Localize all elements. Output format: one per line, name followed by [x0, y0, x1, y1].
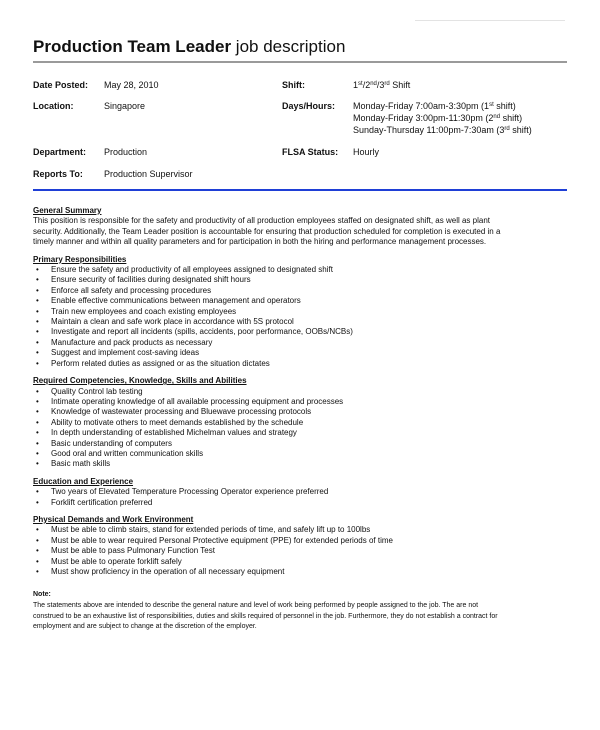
- list-item: • Manufacture and pack products as necessary: [36, 337, 213, 347]
- physical-list: [33, 525, 573, 577]
- summary-line: This position is responsible for the safety and productivity of all production employees staffed on designated shift, as well as plant: [33, 216, 490, 226]
- list-item: • Forklift certification preferred: [36, 497, 153, 507]
- list-item: • Good oral and written communication skills: [36, 448, 204, 458]
- summary-line: timely manner and within all quality parameters and for participation in both the hiring and performance management processes.: [33, 237, 487, 247]
- shift-value: [353, 80, 410, 90]
- list-item: • Must be able to wear required Personal Protective equipment (PPE) for extended periods of time: [36, 535, 393, 545]
- list-item: • Must be able to operate forklift safely: [36, 556, 182, 566]
- list-item: • Basic understanding of computers: [36, 438, 172, 448]
- summary-heading: General Summary: [33, 206, 102, 215]
- days-hours-label: Days/Hours:: [282, 101, 336, 111]
- list-item: • Ensure the safety and productivity of all employees assigned to designated shift: [36, 265, 333, 275]
- shift-3-sup: rd: [384, 81, 390, 87]
- list-item: • Suggest and implement cost-saving ideas: [36, 348, 200, 358]
- summary-line: security. Additionally, the Team Leader position is accountable for ensuring that production scheduled for completion is executed in a: [33, 226, 501, 236]
- shift-label: Shift:: [282, 80, 305, 90]
- title-rest: job description: [235, 37, 346, 56]
- list-item: • Ability to motivate others to meet demands established by the schedule: [36, 417, 304, 427]
- job-description-body: [33, 206, 573, 633]
- shift-2: /2: [362, 80, 371, 90]
- note-heading: Note:: [33, 591, 51, 599]
- shift-tail: Shift: [389, 80, 411, 90]
- list-item: • Enable effective communications between management and operators: [36, 296, 301, 306]
- list-item: • Two years of Elevated Temperature Processing Operator experience preferred: [36, 487, 329, 497]
- list-item: • Must show proficiency in the operation of all necessary equipment: [36, 567, 285, 576]
- note-line: The statements above are intended to describe the general nature and level of work being performed by people assigned to the job. The are not: [33, 601, 479, 609]
- list-item: • Knowledge of wastewater processing and Bluewave processing protocols: [36, 407, 312, 417]
- title-bold: Production Team Leader: [33, 37, 232, 56]
- list-item: • Quality Control lab testing: [36, 386, 143, 396]
- responsibilities-heading: Primary Responsibilities: [33, 254, 127, 264]
- list-item: • Train new employees and coach existing employees: [36, 306, 237, 316]
- note-line: construed to be an exhaustive list of responsibilities, duties and skills required of personnel in the job. Furthermore, they do not establish a contract for: [33, 612, 498, 620]
- section-divider: [33, 189, 567, 191]
- flsa-value: Hourly: [353, 147, 380, 157]
- list-item: • Basic math skills: [36, 459, 111, 469]
- list-item: • Enforce all safety and processing procedures: [36, 285, 212, 295]
- physical-heading: Physical Demands and Work Environment: [33, 514, 194, 524]
- list-item: • Must be able to climb stairs, stand for extended periods of time, and safely lift up to 100lbs: [36, 525, 371, 535]
- title-rule: [33, 61, 567, 63]
- competencies-list: [33, 387, 573, 470]
- department-label: Department:: [33, 147, 87, 157]
- shift-2-sup: nd: [370, 81, 377, 87]
- responsibilities-list: [33, 265, 573, 369]
- list-item: • Ensure security of facilities during designated shift hours: [36, 275, 251, 285]
- list-item: • Must be able to pass Pulmonary Function Test: [36, 546, 215, 556]
- date-posted-value: May 28, 2010: [104, 80, 159, 90]
- list-item: • Perform related duties as assigned or as the situation dictates: [36, 358, 270, 368]
- location-value: Singapore: [104, 101, 146, 111]
- competencies-heading: Required Competencies, Knowledge, Skills and Abilities: [33, 376, 247, 386]
- reports-to-label: Reports To:: [33, 169, 83, 179]
- education-list: [33, 487, 573, 508]
- list-item: • In depth understanding of established Michelman values and strategy: [36, 428, 297, 438]
- list-item: • Intimate operating knowledge of all available processing equipment and processes: [36, 396, 344, 406]
- document-title: [33, 37, 345, 57]
- days-hours-line-1: Monday-Friday 7:00am-3:30pm (1st shift): [353, 101, 516, 111]
- list-item: • Maintain a clean and safe work place in accordance with 5S protocol: [36, 317, 294, 327]
- shift-1-sup: st: [358, 81, 363, 87]
- list-item: • Investigate and report all incidents (spills, accidents, poor performance, OOBs/NCBs): [36, 327, 353, 337]
- department-value: Production: [104, 147, 148, 157]
- days-hours-line-3: Sunday-Thursday 11:00pm-7:30am (3rd shift): [353, 125, 532, 135]
- education-heading: Education and Experience: [33, 476, 134, 486]
- days-hours-line-2: Monday-Friday 3:00pm-11:30pm (2nd shift): [353, 113, 523, 123]
- reports-to-value: Production Supervisor: [104, 169, 193, 179]
- location-label: Location:: [33, 101, 74, 111]
- note-line: employment and are subject to change at the discretion of the employer.: [33, 623, 257, 631]
- top-rule: [415, 20, 565, 21]
- shift-3: /3: [376, 80, 385, 90]
- shift-1: 1: [353, 80, 359, 90]
- date-posted-label: Date Posted:: [33, 80, 89, 90]
- flsa-label: FLSA Status:: [282, 147, 339, 157]
